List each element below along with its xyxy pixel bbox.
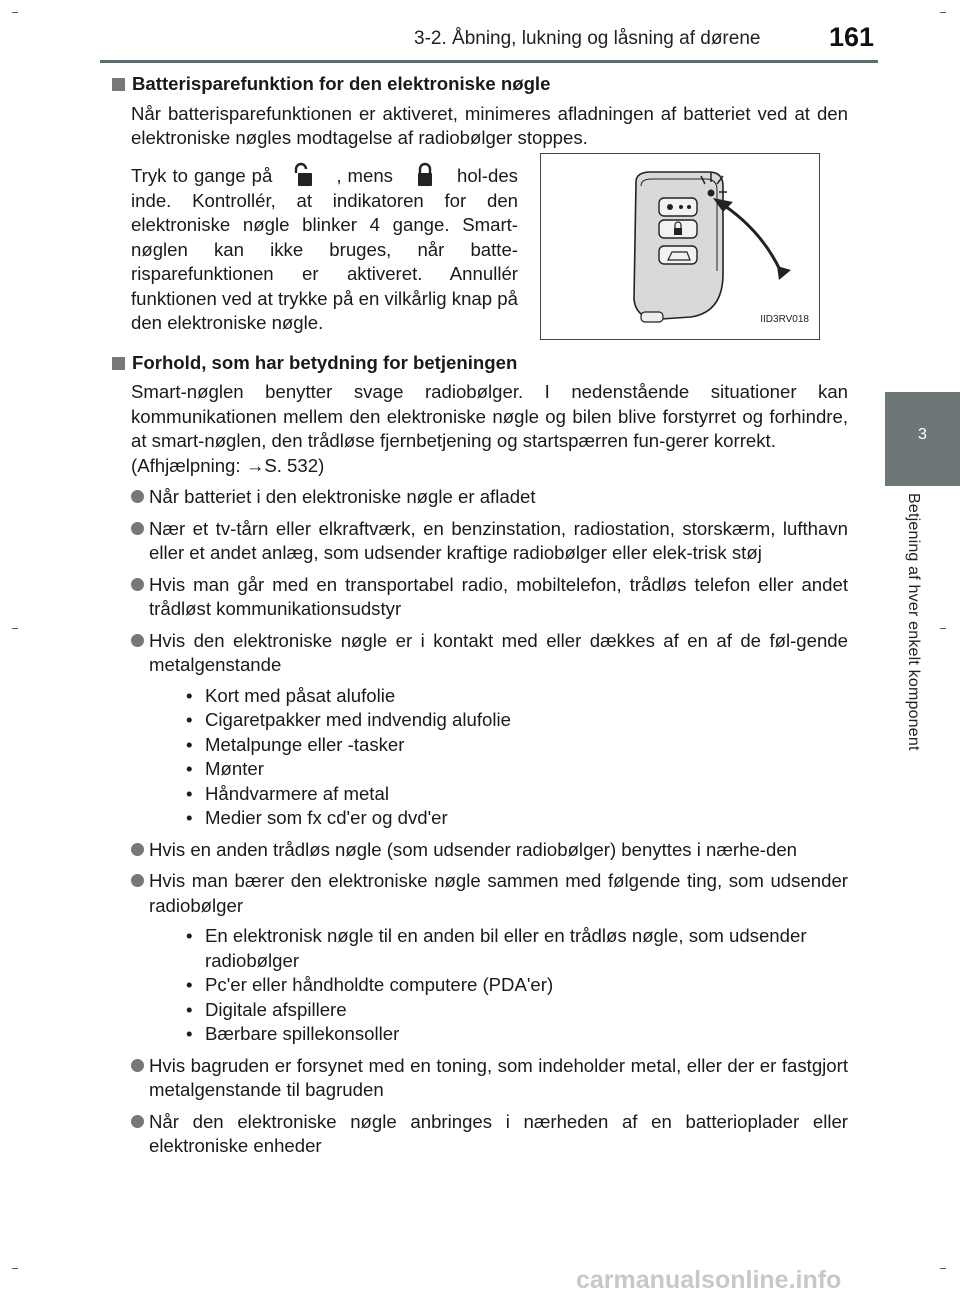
section-title: 3-2. Åbning, lukning og låsning af dørene — [414, 28, 761, 49]
circle-bullet-icon — [131, 874, 144, 887]
chapter-number: 3 — [918, 426, 927, 443]
crop-mark — [940, 1268, 946, 1269]
reference-prefix: (Afhjælpning: — [131, 454, 241, 476]
list-item-text: Hvis bagruden er forsynet med en toning, som indeholder metal, eller der er fastgjort metalgenstande til bagruden — [149, 1054, 848, 1100]
crop-mark — [940, 12, 946, 13]
crop-mark — [940, 628, 946, 629]
sub-list-item: • Pc'er eller håndholdte computere (PDA'er) — [186, 973, 848, 998]
list-item-text: Nær et tv-tårn eller elkraftværk, en benzinstation, radiostation, storskærm, lufthavn eller et andet anlæg, som udsender kraftige radiobølger eller elek-trisk støj — [149, 517, 848, 563]
list-item — [112, 629, 848, 831]
list-item-text: Hvis man går med en transportabel radio, mobiltelefon, trådløs telefon eller andet trådløst kommunikationsudstyr — [149, 573, 848, 619]
crop-mark — [12, 628, 18, 629]
page-content — [112, 72, 848, 1159]
list-item — [112, 485, 848, 510]
sub-list-item: • Bærbare spillekonsoller — [186, 1022, 848, 1047]
circle-bullet-icon — [131, 1059, 144, 1072]
heading-text: Forhold, som har betydning for betjeningen — [132, 351, 518, 373]
instruction-text: hol-des inde. Kontrollér, at indikatoren for den elektroniske nøgle blinker 4 gange. Smart-nøglen kan ikke bruges, når batte-risparefunktionen er aktiveret. Annullér funktionen ved at trykke på en vilkårlig knap på den elektroniske nøgle. — [131, 164, 518, 333]
lock-icon — [411, 161, 439, 189]
figure-code: IID3RV018 — [760, 314, 809, 325]
list-item-text: Når den elektroniske nøgle anbringes i nærheden af en batterioplader eller elektroniske enheder — [149, 1110, 848, 1156]
section-heading-conditions — [112, 351, 848, 376]
list-item-text: Hvis den elektroniske nøgle er i kontakt med eller dækkes af en af de føl-gende metalgenstande — [149, 629, 848, 675]
sub-list-item: • Cigaretpakker med indvendig alufolie — [186, 708, 848, 733]
list-item — [112, 573, 848, 622]
list-item — [112, 1110, 848, 1159]
instruction-text: Tryk to gange på — [131, 164, 273, 186]
instruction-text: , mens — [336, 164, 393, 186]
chapter-label: Betjening af hver enkelt komponent — [905, 493, 922, 751]
crop-mark — [12, 12, 18, 13]
section-heading-battery-saver — [112, 72, 848, 97]
sub-list-item: • Kort med påsat alufolie — [186, 684, 848, 709]
watermark: carmanualsonline.info — [576, 1266, 842, 1294]
circle-bullet-icon — [131, 634, 144, 647]
battery-saver-figure-row — [112, 161, 848, 351]
sub-list — [186, 684, 848, 831]
circle-bullet-icon — [131, 490, 144, 503]
circle-bullet-icon — [131, 1115, 144, 1128]
unlock-icon — [290, 161, 318, 189]
conditions-list — [112, 485, 848, 1159]
intro-text: Smart-nøglen benytter svage radiobølger. I nedenstående situationer kan kommunikationen mellem den elektroniske nøgle og bilen blive forstyrret og forhindre, at smart-nøglen, den trådløse fjernbetjening og startspærren fun-gerer korrekt. — [131, 381, 848, 451]
list-item — [112, 1054, 848, 1103]
conditions-intro — [131, 380, 848, 478]
circle-bullet-icon — [131, 578, 144, 591]
sub-list-item: • Metalpunge eller -tasker — [186, 733, 848, 758]
sub-list-item: • En elektronisk nøgle til en anden bil eller en trådløs nøgle, som udsender radiobølger — [186, 924, 848, 973]
list-item — [112, 838, 848, 863]
heading-text: Batterisparefunktion for den elektroniske nøgle — [132, 73, 551, 94]
arrow-icon: → — [245, 454, 265, 476]
list-item — [112, 517, 848, 566]
crop-mark — [12, 1268, 18, 1269]
header-rule — [100, 60, 878, 63]
sub-list-item: • Medier som fx cd'er og dvd'er — [186, 806, 848, 831]
reference-page-link[interactable]: S. 532) — [264, 454, 325, 476]
sub-list-item: • Digitale afspillere — [186, 998, 848, 1023]
circle-bullet-icon — [131, 843, 144, 856]
sub-list — [186, 924, 848, 1047]
list-item — [112, 869, 848, 1047]
battery-saver-instructions — [131, 161, 518, 336]
smart-key-figure — [540, 153, 820, 340]
square-bullet-icon — [112, 357, 125, 370]
circle-bullet-icon — [131, 522, 144, 535]
list-item-text: Hvis en anden trådløs nøgle (som udsender radiobølger) benyttes i nærhe-den — [149, 838, 798, 860]
chapter-tab — [885, 392, 960, 486]
battery-saver-intro: Når batterisparefunktionen er aktiveret, minimeres afladningen af batteriet ved at den elektroniske nøgles modtagelse af radiobølger stoppes. — [131, 102, 848, 148]
sub-list-item: • Mønter — [186, 757, 848, 782]
page-number: 161 — [829, 22, 875, 52]
square-bullet-icon — [112, 78, 125, 91]
sub-list-item: • Håndvarmere af metal — [186, 782, 848, 807]
list-item-text: Hvis man bærer den elektroniske nøgle sammen med følgende ting, som udsender radiobølger — [149, 870, 848, 916]
list-item-text: Når batteriet i den elektroniske nøgle er afladet — [149, 486, 536, 507]
